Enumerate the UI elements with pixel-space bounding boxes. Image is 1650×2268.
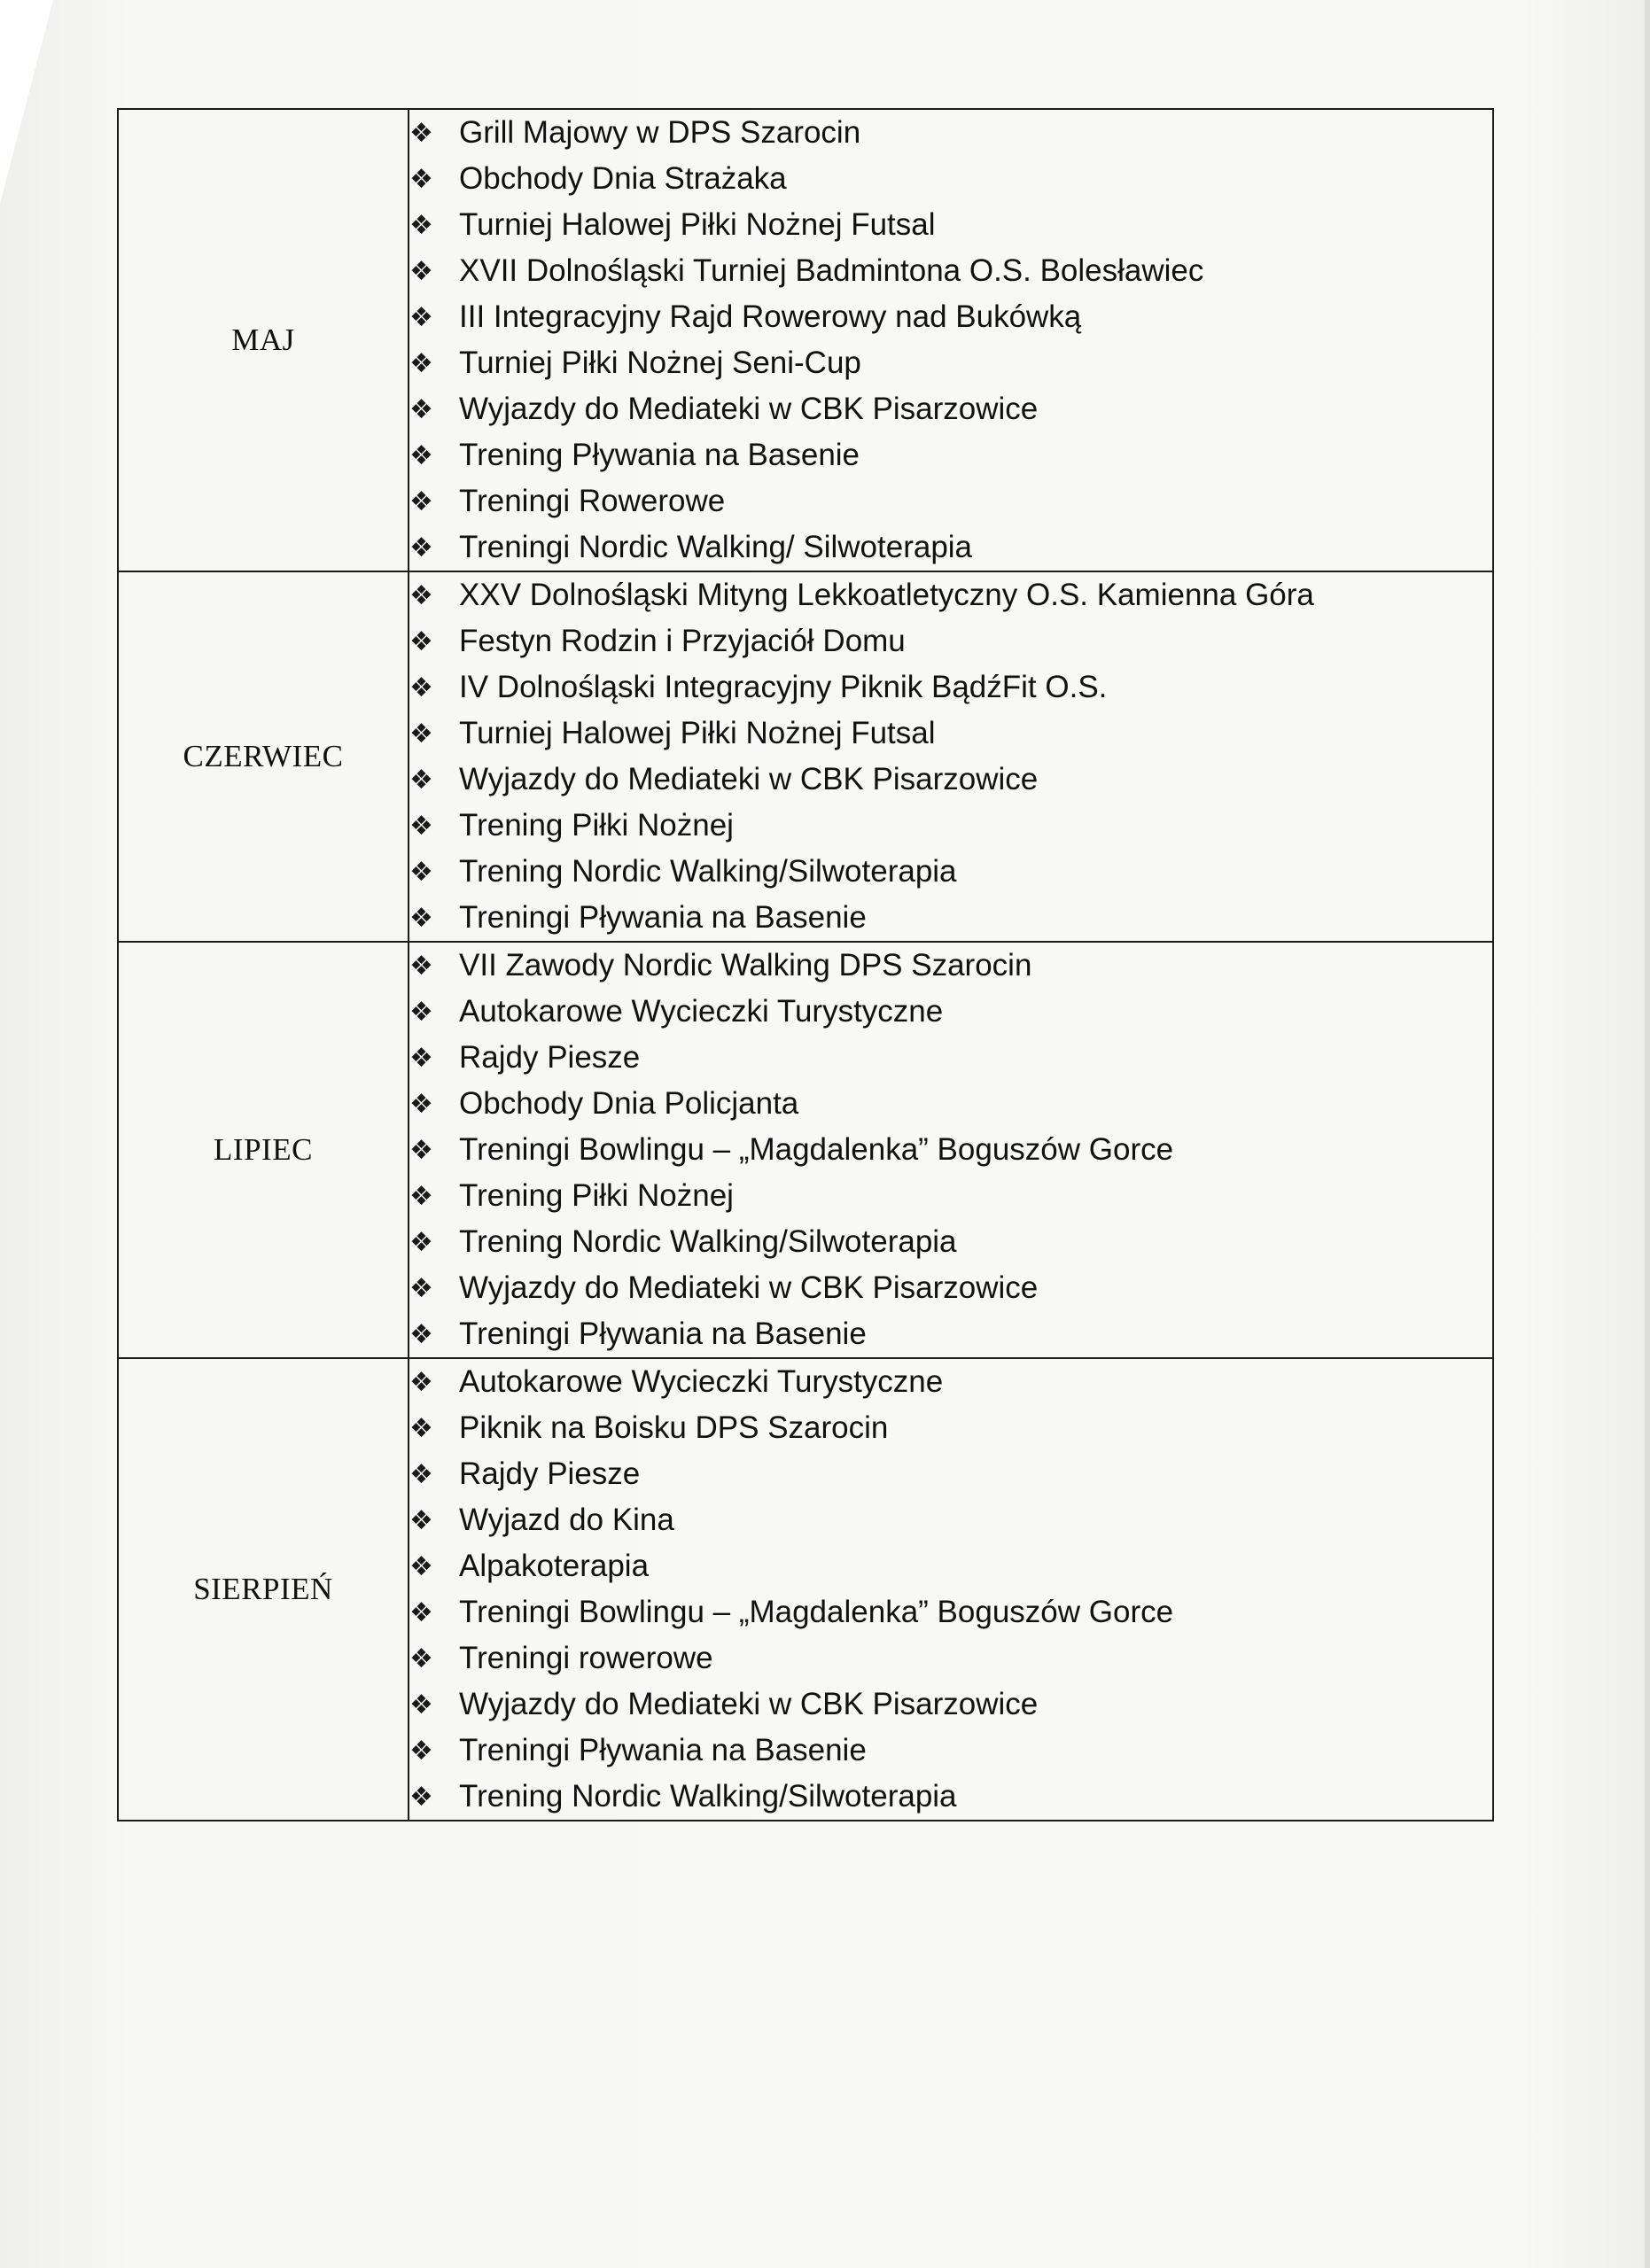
month-row [118,942,1493,1358]
activity-text: VII Zawody Nordic Walking DPS Szarocin [459,948,1032,983]
activity-text: Turniej Halowej Piłki Nożnej Futsal [459,207,936,242]
activity-list-item [409,294,1492,340]
activity-list-item [409,1081,1492,1127]
activity-text: Festyn Rodzin i Przyjaciół Domu [459,624,906,658]
month-name: LIPIEC [214,1132,313,1167]
four-diamond-bullet-icon: ❖ [409,347,433,379]
activity-list-item [409,1635,1492,1682]
activity-list-item [409,803,1492,849]
four-diamond-bullet-icon: ❖ [409,1689,433,1720]
four-diamond-bullet-icon: ❖ [409,764,433,796]
activity-text: Treningi Pływania na Basenie [459,1733,867,1767]
four-diamond-bullet-icon: ❖ [409,117,433,149]
activity-text: Trening Nordic Walking/Silwoterapia [459,854,957,889]
month-name: CZERWIEC [183,739,344,773]
four-diamond-bullet-icon: ❖ [409,579,433,611]
four-diamond-bullet-icon: ❖ [409,255,433,287]
activity-list-item [409,1127,1492,1173]
four-diamond-bullet-icon: ❖ [409,301,433,333]
activity-text: Treningi Bowlingu – „Magdalenka” Boguszów Gorce [459,1595,1174,1629]
activities-cell [409,1358,1493,1821]
activity-list [409,110,1492,571]
four-diamond-bullet-icon: ❖ [409,439,433,471]
monthly-activity-schedule-table [117,108,1494,1821]
four-diamond-bullet-icon: ❖ [409,1180,433,1212]
four-diamond-bullet-icon: ❖ [409,1781,433,1813]
month-row [118,571,1493,942]
activities-cell [409,571,1493,942]
activity-text: Treningi Pływania na Basenie [459,900,867,935]
month-name: MAJ [231,322,295,357]
activity-list-item [409,572,1492,618]
activity-list [409,572,1492,941]
activity-text: Obchody Dnia Strażaka [459,161,787,196]
activities-cell [409,109,1493,571]
activity-list-item [409,849,1492,895]
four-diamond-bullet-icon: ❖ [409,1366,433,1398]
month-name-cell [118,109,409,571]
activity-list-item [409,478,1492,524]
activity-list-item [409,386,1492,432]
four-diamond-bullet-icon: ❖ [409,1412,433,1444]
activity-list-item [409,110,1492,156]
activity-text: Trening Piłki Nożnej [459,1178,734,1213]
activity-text: Autokarowe Wycieczki Turystyczne [459,1364,944,1399]
activity-list-item [409,1173,1492,1219]
four-diamond-bullet-icon: ❖ [409,1735,433,1767]
folded-corner [0,0,53,204]
four-diamond-bullet-icon: ❖ [409,532,433,563]
four-diamond-bullet-icon: ❖ [409,1550,433,1582]
schedule-body [118,109,1493,1821]
month-name-cell [118,1358,409,1821]
activity-text: Rajdy Piesze [459,1040,641,1075]
activity-text: Trening Piłki Nożnej [459,808,734,843]
activity-list-item [409,1682,1492,1728]
activity-list-item [409,1359,1492,1405]
activity-text: Treningi Pływania na Basenie [459,1317,867,1351]
activity-list-item [409,895,1492,941]
activity-list-item [409,1035,1492,1081]
activity-text: XXV Dolnośląski Mityng Lekkoatletyczny O.S. Kamienna Góra [459,578,1314,612]
activity-list-item [409,1774,1492,1820]
activity-text: Treningi Nordic Walking/ Silwoterapia [459,530,973,564]
four-diamond-bullet-icon: ❖ [409,1226,433,1258]
four-diamond-bullet-icon: ❖ [409,1042,433,1074]
activity-list-item [409,1728,1492,1774]
activity-list-item [409,202,1492,248]
four-diamond-bullet-icon: ❖ [409,718,433,750]
four-diamond-bullet-icon: ❖ [409,1318,433,1350]
activity-text: Wyjazd do Kina [459,1503,674,1537]
activity-list-item [409,664,1492,711]
activity-list-item [409,340,1492,386]
activity-list-item [409,432,1492,478]
activity-text: Autokarowe Wycieczki Turystyczne [459,994,944,1029]
activity-list-item [409,1589,1492,1635]
four-diamond-bullet-icon: ❖ [409,625,433,657]
activity-list-item [409,1451,1492,1497]
four-diamond-bullet-icon: ❖ [409,485,433,517]
activity-list-item [409,248,1492,294]
four-diamond-bullet-icon: ❖ [409,163,433,195]
activity-list-item [409,989,1492,1035]
activity-text: III Integracyjny Rajd Rowerowy nad Bukówką [459,299,1082,334]
activity-list-item [409,156,1492,202]
activity-text: Wyjazdy do Mediateki w CBK Pisarzowice [459,762,1039,796]
four-diamond-bullet-icon: ❖ [409,1272,433,1304]
activity-list-item [409,1311,1492,1357]
activity-text: Alpakoterapia [459,1549,650,1583]
four-diamond-bullet-icon: ❖ [409,902,433,934]
activity-text: Treningi Rowerowe [459,484,726,518]
activity-text: Wyjazdy do Mediateki w CBK Pisarzowice [459,392,1039,426]
four-diamond-bullet-icon: ❖ [409,996,433,1028]
activity-list-item [409,618,1492,664]
four-diamond-bullet-icon: ❖ [409,393,433,425]
activity-text: Piknik na Boisku DPS Szarocin [459,1410,889,1445]
month-name: SIERPIEŃ [193,1572,333,1606]
four-diamond-bullet-icon: ❖ [409,950,433,982]
activity-text: Grill Majowy w DPS Szarocin [459,115,861,150]
activity-text: Treningi Bowlingu – „Magdalenka” Boguszów Gorce [459,1132,1174,1167]
page-edge [1645,0,1650,2268]
four-diamond-bullet-icon: ❖ [409,672,433,703]
month-row [118,1358,1493,1821]
activity-list-item [409,1405,1492,1451]
activity-list [409,1359,1492,1820]
activity-text: Turniej Piłki Nożnej Seni-Cup [459,346,861,380]
activity-text: Obchody Dnia Policjanta [459,1086,799,1121]
activity-list-item [409,1219,1492,1265]
activity-text: Wyjazdy do Mediateki w CBK Pisarzowice [459,1687,1039,1721]
activity-list-item [409,711,1492,757]
activity-text: Trening Pływania na Basenie [459,438,860,472]
activity-list [409,943,1492,1357]
activity-list-item [409,524,1492,571]
month-name-cell [118,942,409,1358]
four-diamond-bullet-icon: ❖ [409,856,433,888]
activity-text: XVII Dolnośląski Turniej Badmintona O.S. Bolesławiec [459,253,1204,288]
activity-text: Trening Nordic Walking/Silwoterapia [459,1779,957,1814]
activity-text: Turniej Halowej Piłki Nożnej Futsal [459,716,936,750]
four-diamond-bullet-icon: ❖ [409,1643,433,1674]
activity-list-item [409,1543,1492,1589]
four-diamond-bullet-icon: ❖ [409,1504,433,1536]
activities-cell [409,942,1493,1358]
activity-text: Wyjazdy do Mediateki w CBK Pisarzowice [459,1270,1039,1305]
activity-text: Treningi rowerowe [459,1641,713,1675]
four-diamond-bullet-icon: ❖ [409,1596,433,1628]
activity-text: IV Dolnośląski Integracyjny Piknik BądźFit O.S. [459,670,1108,704]
activity-list-item [409,757,1492,803]
four-diamond-bullet-icon: ❖ [409,810,433,842]
activity-text: Rajdy Piesze [459,1456,641,1491]
four-diamond-bullet-icon: ❖ [409,209,433,241]
month-name-cell [118,571,409,942]
four-diamond-bullet-icon: ❖ [409,1458,433,1490]
month-row [118,109,1493,571]
activity-list-item [409,1497,1492,1543]
activity-list-item [409,1265,1492,1311]
activity-list-item [409,943,1492,989]
activity-text: Trening Nordic Walking/Silwoterapia [459,1224,957,1259]
four-diamond-bullet-icon: ❖ [409,1134,433,1166]
four-diamond-bullet-icon: ❖ [409,1088,433,1120]
